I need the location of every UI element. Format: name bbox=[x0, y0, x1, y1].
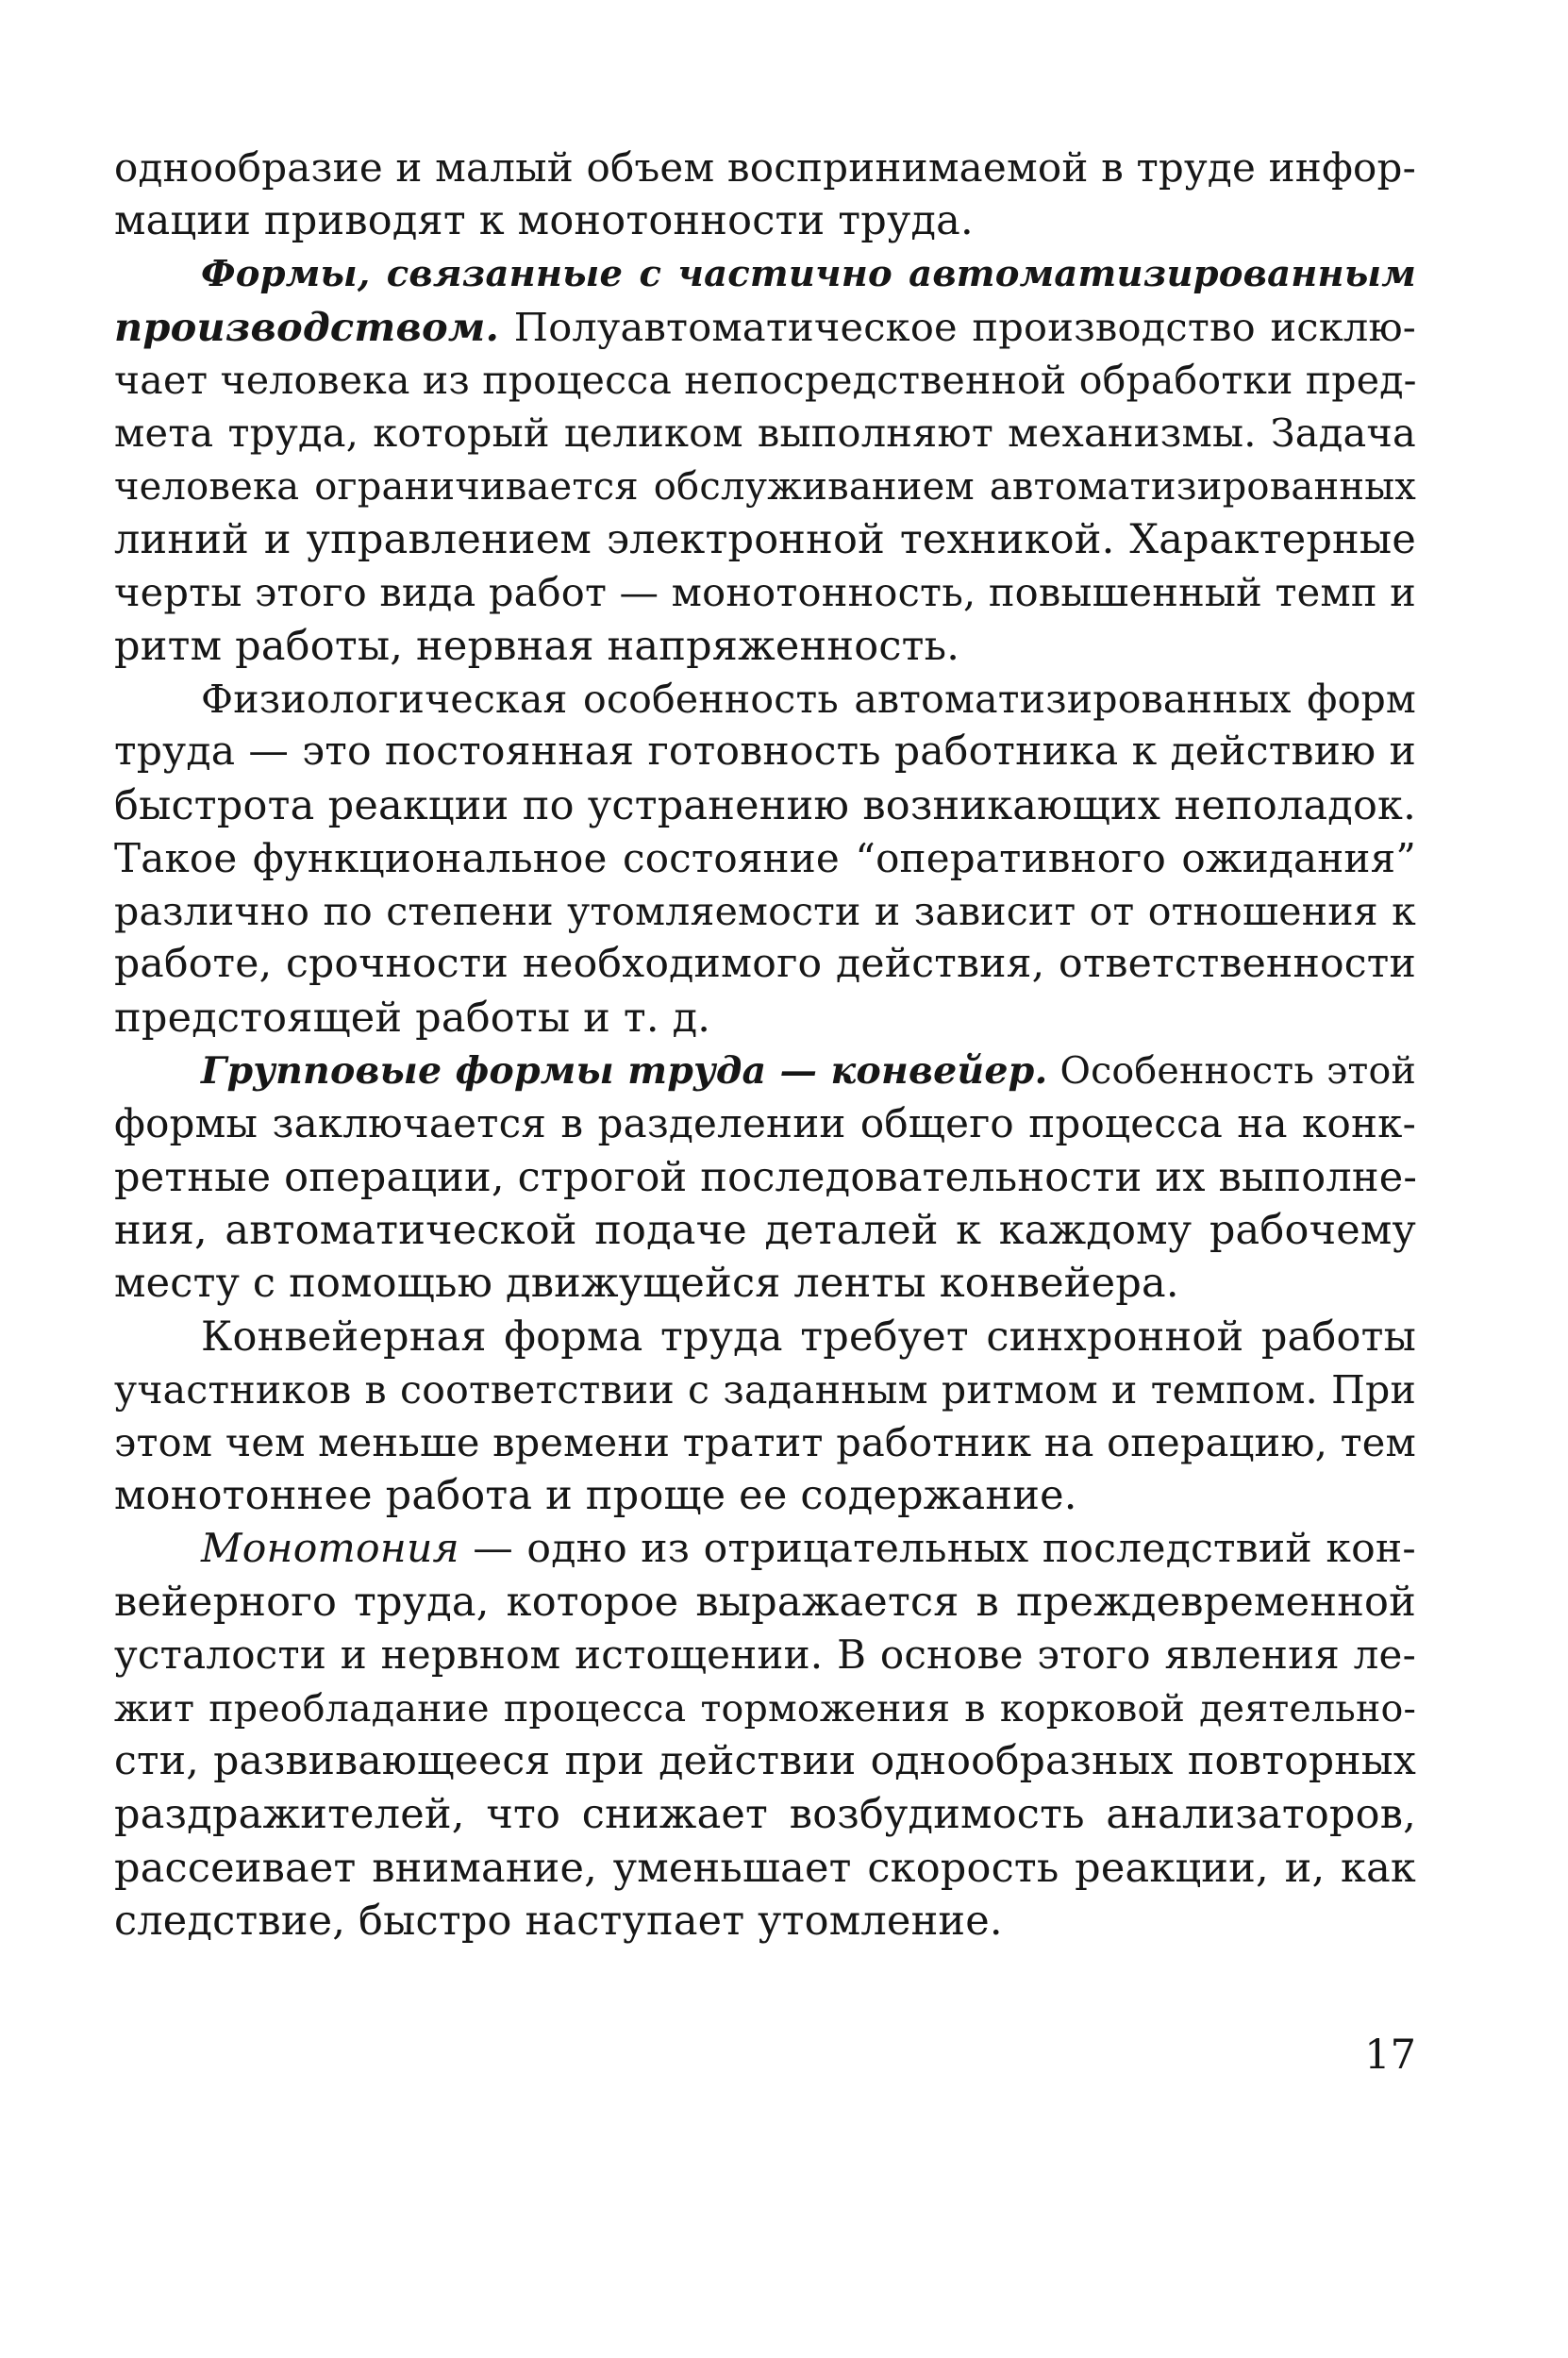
emphasized-text: Групповые формы труда — конвейер. bbox=[201, 1049, 1048, 1094]
text-segment: ритм работы, нервная напряженность. bbox=[114, 622, 960, 670]
text-segment: линий и управлением электронной техникой. Характерные bbox=[114, 516, 1416, 564]
text-line bbox=[114, 248, 1416, 301]
paragraph bbox=[114, 142, 1416, 248]
text-line bbox=[114, 832, 1416, 885]
text-line bbox=[114, 938, 1416, 991]
paragraph bbox=[114, 1045, 1416, 1310]
text-segment: ния, автоматической подаче деталей к каждому рабочему bbox=[114, 1206, 1416, 1254]
text-line bbox=[114, 726, 1416, 778]
text-line bbox=[114, 1416, 1416, 1469]
text-segment: раздражителей, что снижает возбудимость анализаторов, bbox=[114, 1791, 1416, 1839]
text-line bbox=[114, 1842, 1416, 1895]
text-line bbox=[114, 1311, 1416, 1363]
text-segment: Такое функциональное состояние “оперативного ожидания” bbox=[114, 834, 1416, 881]
text-segment: Физиологическая особенность автоматизированных форм bbox=[201, 676, 1416, 722]
emphasized-text: производством. bbox=[114, 303, 500, 350]
text-segment: чает человека из процесса непосредственной обработки пред- bbox=[114, 358, 1417, 404]
text-segment: монотоннее работа и проще ее содержание. bbox=[114, 1472, 1077, 1520]
paragraph bbox=[114, 1311, 1416, 1523]
text-line bbox=[114, 1257, 1416, 1310]
text-segment: формы заключается в разделении общего процесса на конк- bbox=[114, 1100, 1416, 1147]
text-line bbox=[114, 1735, 1416, 1788]
text-segment: различно по степени утомляемости и зависит от отношения к bbox=[114, 889, 1416, 935]
text-line bbox=[114, 354, 1416, 407]
text-line bbox=[114, 1097, 1416, 1150]
text-line bbox=[114, 620, 1416, 673]
text-segment: человека ограничивается обслуживанием автоматизированных bbox=[114, 464, 1416, 509]
text-line bbox=[114, 673, 1416, 726]
paragraph bbox=[114, 1523, 1416, 1948]
text-line bbox=[114, 1629, 1416, 1681]
text-line bbox=[114, 194, 1416, 247]
text-line bbox=[114, 1204, 1416, 1257]
text-segment: месту с помощью движущейся ленты конвейера. bbox=[114, 1260, 1179, 1308]
text-segment: усталости и нервном истощении. В основе этого явления ле- bbox=[114, 1631, 1416, 1679]
text-segment: — одно из отрицательных последствий кон- bbox=[459, 1525, 1416, 1572]
text-line bbox=[114, 1469, 1416, 1522]
text-segment: работе, срочности необходимого действия, ответственности bbox=[114, 941, 1416, 988]
text-line bbox=[114, 1523, 1416, 1576]
text-segment: Конвейерная форма труда требует синхронной работы bbox=[201, 1313, 1416, 1361]
body-text bbox=[114, 142, 1416, 1948]
text-segment: черты этого вида работ — монотонность, повышенный темп и bbox=[114, 569, 1416, 616]
text-segment: Полуавтоматическое производство исклю- bbox=[499, 303, 1416, 350]
text-segment: мета труда, который целиком выполняют механизмы. Задача bbox=[114, 410, 1416, 457]
text-segment: труда — это постоянная готовность работника к действию и bbox=[114, 728, 1416, 776]
text-line bbox=[114, 1895, 1416, 1948]
text-segment: предстоящей работы и т. д. bbox=[114, 994, 711, 1042]
text-segment: следствие, быстро наступает утомление. bbox=[114, 1897, 1003, 1945]
paragraph bbox=[114, 673, 1416, 1045]
text-segment: рассеивает внимание, уменьшает скорость реакции, и, как bbox=[114, 1844, 1416, 1892]
emphasized-text: Монотония bbox=[201, 1525, 459, 1572]
text-line bbox=[114, 460, 1416, 513]
text-segment: жит преобладание процесса торможения в корковой деятельно- bbox=[114, 1686, 1416, 1731]
text-line bbox=[114, 301, 1416, 354]
text-line bbox=[114, 1045, 1416, 1097]
paragraph bbox=[114, 248, 1416, 673]
text-line bbox=[114, 1682, 1416, 1735]
emphasized-text: Формы, связанные с частично автоматизированным bbox=[201, 252, 1416, 295]
page-number: 17 bbox=[1364, 2032, 1416, 2079]
text-segment: однообразие и малый объем воспринимаемой в труде инфор- bbox=[114, 144, 1416, 191]
text-segment: этом чем меньше времени тратит работник на операцию, тем bbox=[114, 1419, 1416, 1466]
text-segment: ретные операции, строгой последовательности их выполне- bbox=[114, 1153, 1418, 1201]
text-segment: мации приводят к монотонности труда. bbox=[114, 197, 974, 245]
text-line bbox=[114, 779, 1416, 832]
text-segment: участников в соответствии с заданным ритмом и темпом. При bbox=[114, 1366, 1416, 1413]
text-line bbox=[114, 142, 1416, 194]
text-segment: сти, развивающееся при действии однообразных повторных bbox=[114, 1737, 1416, 1784]
text-segment: вейерного труда, которое выражается в преждевременной bbox=[114, 1579, 1416, 1627]
text-line bbox=[114, 1576, 1416, 1629]
text-line bbox=[114, 885, 1416, 938]
text-line bbox=[114, 1363, 1416, 1416]
text-line bbox=[114, 1151, 1416, 1204]
text-segment: Особенность этой bbox=[1047, 1049, 1416, 1094]
text-line bbox=[114, 566, 1416, 619]
text-line bbox=[114, 1788, 1416, 1841]
text-segment: быстрота реакции по устранению возникающих неполадок. bbox=[114, 781, 1416, 829]
text-line bbox=[114, 513, 1416, 566]
text-line bbox=[114, 407, 1416, 460]
text-line bbox=[114, 992, 1416, 1045]
